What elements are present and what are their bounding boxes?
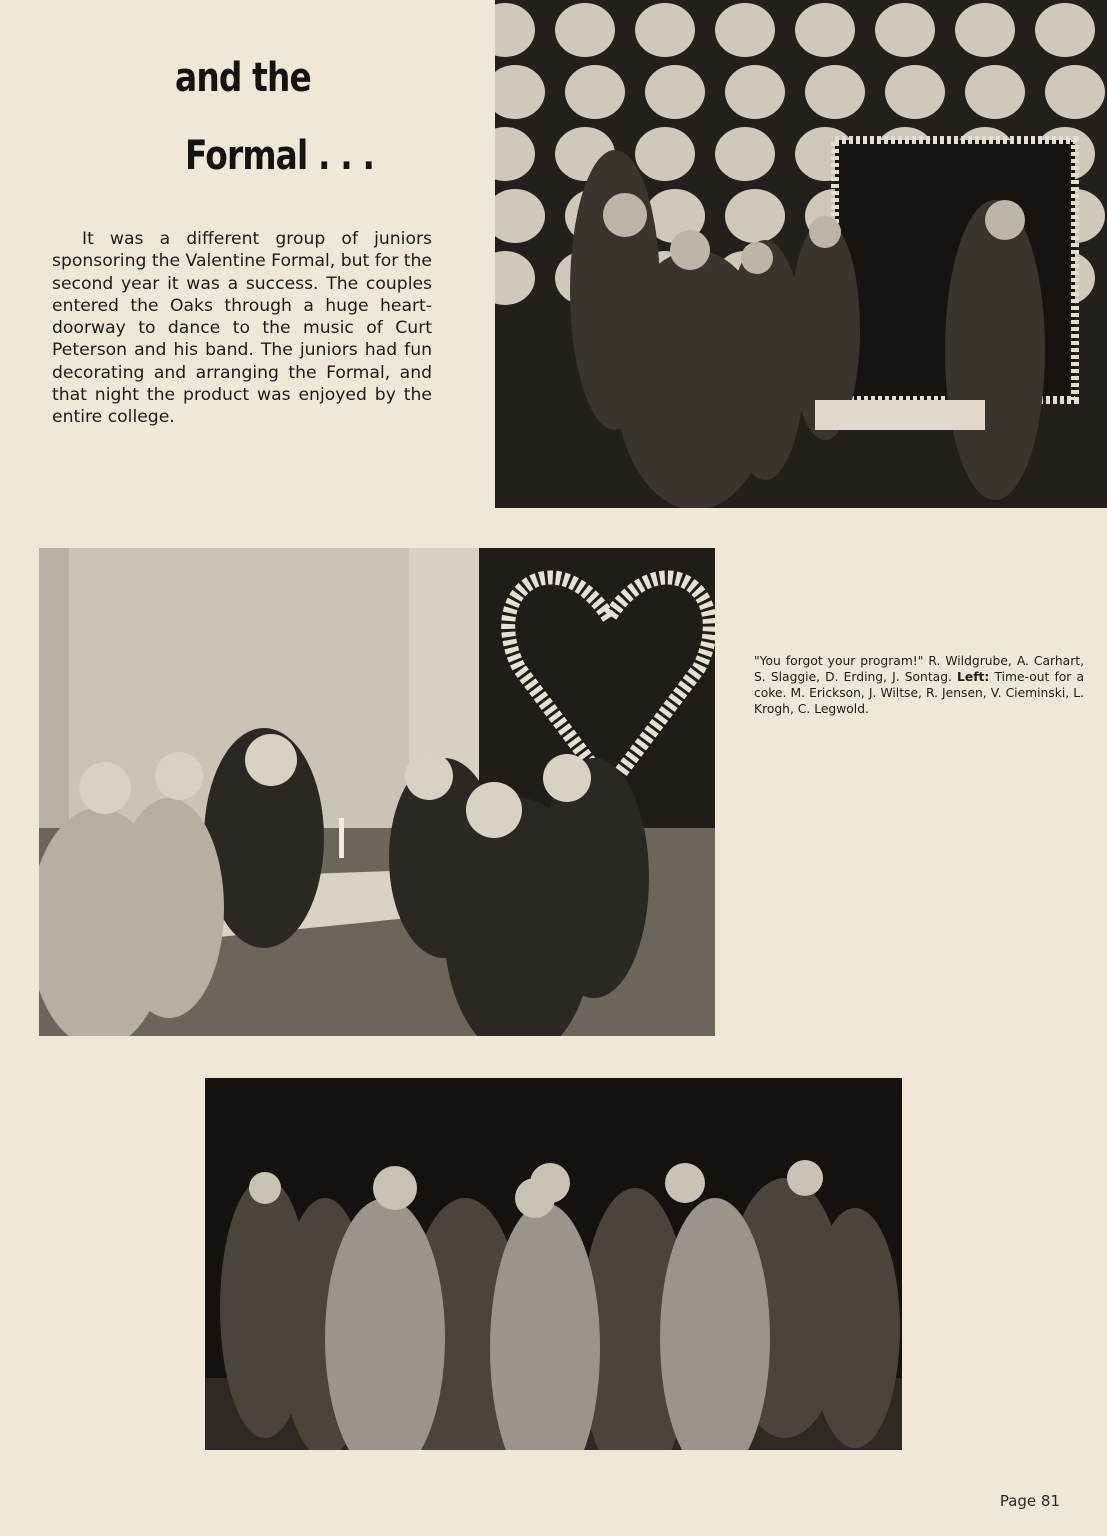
- caption-bold-label: Left:: [957, 670, 990, 684]
- page-title-line-1: and the: [175, 55, 311, 101]
- page-number: Page 81: [999, 1492, 1060, 1510]
- photo-caption: [754, 653, 1084, 717]
- photo-dancing-couples: [205, 1078, 902, 1450]
- photo-time-out-table: [39, 548, 715, 1036]
- caption-part-1: "You forgot your program!" R. Wildgrube, A. Carhart, S. Slaggie, D. Erding, J. Sontag.: [754, 654, 1084, 684]
- photo-couples-entering: [495, 0, 1107, 508]
- article-body-text: It was a different group of juniors sponsoring the Valentine Formal, but for the second year it was a success. The couples entered the Oaks through a huge heart-doorway to dance to the music of Curt Peterson and his band. The juniors had fun decorating and arranging the Formal, and that night the product was enjoyed by the entire college.: [52, 229, 433, 428]
- page-title-line-2: Formal . . .: [185, 133, 375, 179]
- caption-part-2: Time-out for a coke. M. Erickson, J. Wiltse, R. Jensen, V. Cieminski, L. Krogh, C. Legwold.: [754, 670, 1085, 716]
